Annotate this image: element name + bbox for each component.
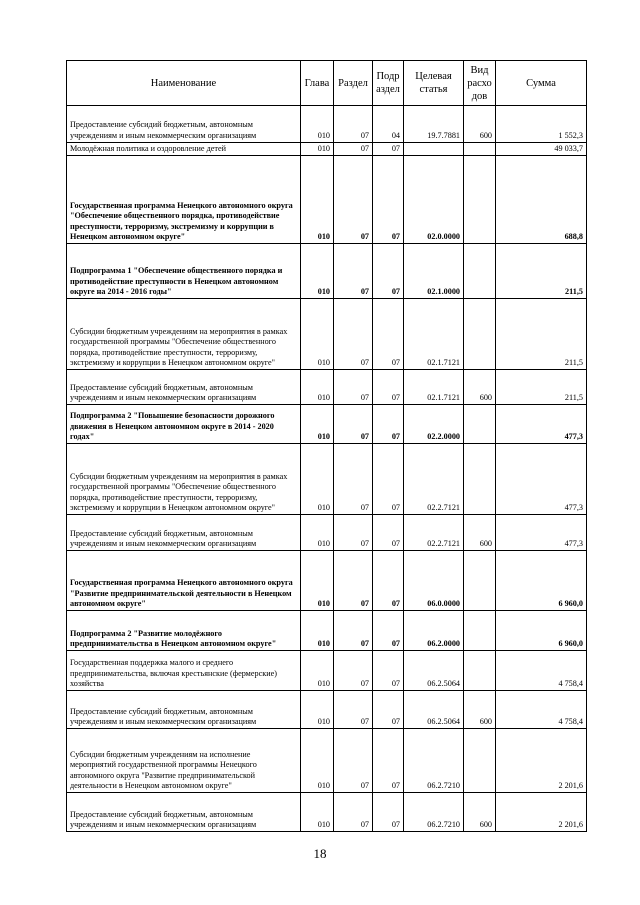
table-row: [67, 691, 587, 729]
row-amount: 2 201,6: [496, 729, 587, 793]
row-section: 07: [334, 515, 373, 551]
row-chapter: 010: [301, 729, 334, 793]
table-row: [67, 370, 587, 405]
row-subsection: 04: [373, 106, 404, 143]
budget-table: [66, 60, 587, 832]
row-kind: [464, 651, 496, 691]
row-section: 07: [334, 551, 373, 611]
row-subsection: 07: [373, 405, 404, 444]
row-subsection: 07: [373, 444, 404, 515]
row-section: 07: [334, 244, 373, 299]
row-section: 07: [334, 299, 373, 370]
row-name: Подпрограмма 2 "Развитие молодёжного предпринимательства в Ненецком автономном округе": [67, 611, 301, 651]
row-section: 07: [334, 729, 373, 793]
row-section: 07: [334, 405, 373, 444]
row-target: 02.1.7121: [404, 370, 464, 405]
table-row: [67, 156, 587, 244]
row-kind: [464, 405, 496, 444]
row-target: 19.7.7881: [404, 106, 464, 143]
row-kind: [464, 611, 496, 651]
row-subsection: 07: [373, 143, 404, 156]
row-amount: 477,3: [496, 405, 587, 444]
row-chapter: 010: [301, 106, 334, 143]
row-kind: [464, 143, 496, 156]
row-section: 07: [334, 611, 373, 651]
row-target: 06.2.7210: [404, 793, 464, 832]
row-amount: 211,5: [496, 244, 587, 299]
table-row: [67, 515, 587, 551]
row-amount: 1 552,3: [496, 106, 587, 143]
table-row: [67, 651, 587, 691]
row-chapter: 010: [301, 156, 334, 244]
row-target: 02.2.0000: [404, 405, 464, 444]
table-row: [67, 551, 587, 611]
row-chapter: 010: [301, 551, 334, 611]
table-row: [67, 793, 587, 832]
row-chapter: 010: [301, 691, 334, 729]
header-section: Раздел: [334, 61, 373, 106]
row-amount: 688,8: [496, 156, 587, 244]
row-amount: 2 201,6: [496, 793, 587, 832]
header-chapter: Глава: [301, 61, 334, 106]
header-name: Наименование: [67, 61, 301, 106]
row-section: 07: [334, 691, 373, 729]
row-subsection: 07: [373, 551, 404, 611]
row-amount: 477,3: [496, 444, 587, 515]
row-name: Молодёжная политика и оздоровление детей: [67, 143, 301, 156]
row-kind: [464, 444, 496, 515]
header-row: [67, 61, 587, 106]
header-target: Целевая статья: [404, 61, 464, 106]
row-subsection: 07: [373, 370, 404, 405]
row-subsection: 07: [373, 156, 404, 244]
row-name: Государственная программа Ненецкого автономного округа "Развитие предпринимательской деятельности в Ненецком автономном округе": [67, 551, 301, 611]
row-subsection: 07: [373, 244, 404, 299]
table-row: [67, 444, 587, 515]
row-section: 07: [334, 370, 373, 405]
header-kind: Вид расхо дов: [464, 61, 496, 106]
row-chapter: 010: [301, 143, 334, 156]
row-name: Государственная поддержка малого и среднего предпринимательства, включая крестьянские (фермерские) хозяйства: [67, 651, 301, 691]
row-name: Субсидии бюджетным учреждениям на исполнение мероприятий государственной программы Ненецкого автономного округа "Развитие предпринимательской деятельности в Ненецком автономном округе": [67, 729, 301, 793]
row-subsection: 07: [373, 793, 404, 832]
row-kind: 600: [464, 515, 496, 551]
row-chapter: 010: [301, 405, 334, 444]
row-amount: 49 033,7: [496, 143, 587, 156]
row-target: [404, 143, 464, 156]
row-chapter: 010: [301, 244, 334, 299]
row-target: 06.0.0000: [404, 551, 464, 611]
row-chapter: 010: [301, 611, 334, 651]
row-kind: [464, 156, 496, 244]
row-name: Подпрограмма 1 "Обеспечение общественного порядка и противодействие преступности в Ненецком автономном округе на 2014 - 2016 годы": [67, 244, 301, 299]
row-section: 07: [334, 793, 373, 832]
row-subsection: 07: [373, 691, 404, 729]
row-name: Предоставление субсидий бюджетным, автономным учреждениям и иным некоммерческим организациям: [67, 370, 301, 405]
row-subsection: 07: [373, 611, 404, 651]
page-number: 18: [313, 846, 327, 861]
row-name: Субсидии бюджетным учреждениям на мероприятия в рамках государственной программы "Обеспечение общественного порядка, противодействие преступности, терроризму, экстремизму и коррупции в Ненецком автономном округе": [67, 299, 301, 370]
row-section: 07: [334, 106, 373, 143]
row-name: Предоставление субсидий бюджетным, автономным учреждениям и иным некоммерческим организациям: [67, 106, 301, 143]
row-chapter: 010: [301, 370, 334, 405]
row-amount: 4 758,4: [496, 651, 587, 691]
row-section: 07: [334, 156, 373, 244]
row-name: Предоставление субсидий бюджетным, автономным учреждениям и иным некоммерческим организациям: [67, 793, 301, 832]
table-row: [67, 244, 587, 299]
row-target: 06.2.5064: [404, 651, 464, 691]
row-kind: [464, 244, 496, 299]
row-name: Субсидии бюджетным учреждениям на мероприятия в рамках государственной программы "Обеспечение общественного порядка, противодействие преступности, терроризму, экстремизму и коррупции в Ненецком автономном округе": [67, 444, 301, 515]
header-subsection: Подр аздел: [373, 61, 404, 106]
row-subsection: 07: [373, 515, 404, 551]
row-name: Предоставление субсидий бюджетным, автономным учреждениям и иным некоммерческим организациям: [67, 515, 301, 551]
row-kind: [464, 729, 496, 793]
row-subsection: 07: [373, 299, 404, 370]
row-kind: [464, 551, 496, 611]
row-amount: 211,5: [496, 370, 587, 405]
row-kind: 600: [464, 691, 496, 729]
row-amount: 6 960,0: [496, 611, 587, 651]
row-target: 06.2.0000: [404, 611, 464, 651]
table-row: [67, 143, 587, 156]
row-chapter: 010: [301, 515, 334, 551]
row-chapter: 010: [301, 651, 334, 691]
table-row: [67, 611, 587, 651]
row-chapter: 010: [301, 299, 334, 370]
row-name: Подпрограмма 2 "Повышение безопасности дорожного движения в Ненецком автономном округе в 2014 - 2020 годах": [67, 405, 301, 444]
table-row: [67, 106, 587, 143]
table-row: [67, 299, 587, 370]
row-section: 07: [334, 651, 373, 691]
row-section: 07: [334, 143, 373, 156]
row-target: 02.2.7121: [404, 444, 464, 515]
row-chapter: 010: [301, 793, 334, 832]
row-amount: 477,3: [496, 515, 587, 551]
row-chapter: 010: [301, 444, 334, 515]
row-name: Предоставление субсидий бюджетным, автономным учреждениям и иным некоммерческим организациям: [67, 691, 301, 729]
row-kind: 600: [464, 370, 496, 405]
row-target: 06.2.5064: [404, 691, 464, 729]
row-kind: [464, 299, 496, 370]
row-section: 07: [334, 444, 373, 515]
row-target: 06.2.7210: [404, 729, 464, 793]
row-name: Государственная программа Ненецкого автономного округа "Обеспечение общественного порядка, противодействие преступности, терроризму, экстремизму и коррупции в Ненецком автономном округе": [67, 156, 301, 244]
row-subsection: 07: [373, 729, 404, 793]
row-kind: 600: [464, 793, 496, 832]
row-kind: 600: [464, 106, 496, 143]
row-target: 02.2.7121: [404, 515, 464, 551]
table-row: [67, 729, 587, 793]
row-target: 02.1.7121: [404, 299, 464, 370]
row-amount: 6 960,0: [496, 551, 587, 611]
header-amount: Сумма: [496, 61, 587, 106]
row-amount: 4 758,4: [496, 691, 587, 729]
row-target: 02.1.0000: [404, 244, 464, 299]
row-target: 02.0.0000: [404, 156, 464, 244]
row-amount: 211,5: [496, 299, 587, 370]
row-subsection: 07: [373, 651, 404, 691]
table-row: [67, 405, 587, 444]
